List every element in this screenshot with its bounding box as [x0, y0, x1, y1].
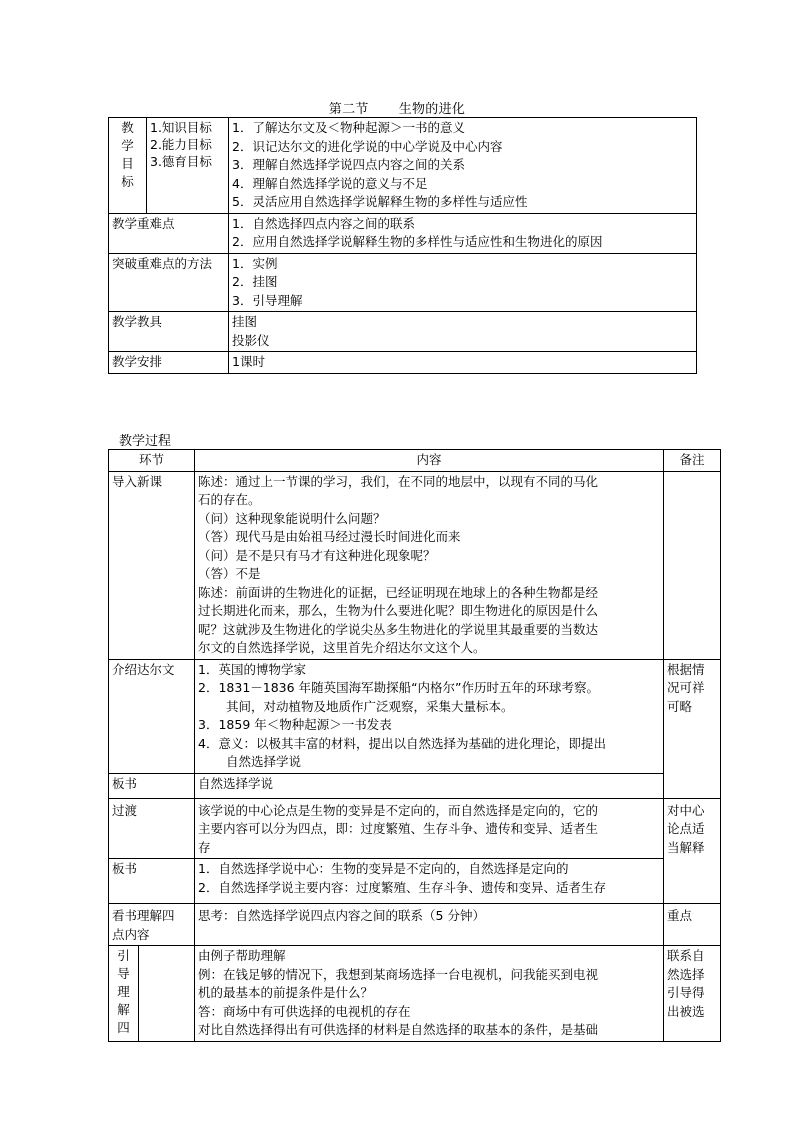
tools-row — [109, 312, 697, 352]
goal-label-cell — [109, 118, 147, 214]
note-line: 论点适 — [667, 821, 705, 836]
goals-row — [109, 118, 697, 214]
note-cell — [664, 798, 721, 904]
content-line: 3．1859 年＜物种起源＞一书发表 — [198, 717, 392, 732]
objectives-table — [108, 117, 697, 374]
method-item: 1．实例 — [232, 255, 278, 271]
process-row-transition — [109, 798, 721, 859]
step-char: 引 — [117, 948, 130, 963]
note-line: 引导得 — [667, 985, 705, 1000]
goal-label-char: 学 — [121, 138, 134, 153]
key-points-row — [109, 213, 697, 253]
process-table — [108, 449, 721, 1042]
content-line: 机的最基本的前提条件是什么？ — [198, 985, 374, 1000]
goal-item: 4．理解自然选择学说的意义与不足 — [232, 175, 428, 191]
step-cell: 板书 — [109, 859, 195, 904]
step-cell: 介绍达尔文 — [109, 659, 195, 773]
content-line: 过长期进化而来，那么，生物为什么要进化呢？即生物进化的原因是什么 — [198, 603, 599, 618]
methods-cell — [229, 253, 697, 312]
content-line: 1．自然选择学说中心：生物的变异是不定向的，自然选择是定向的 — [198, 861, 569, 876]
content-cell — [195, 859, 664, 904]
key-points-label: 教学重难点 — [109, 213, 229, 253]
content-line: 1．英国的博物学家 — [198, 661, 306, 677]
content-line: 尔文的自然选择学说，这里首先介绍达尔文这个人。 — [198, 640, 486, 655]
note-line: 对中心 — [667, 802, 705, 818]
step-cell — [109, 904, 195, 946]
methods-label — [109, 253, 229, 312]
content-line: 主要内容可以分为四点，即：过度繁殖、生存斗争、遗传和变异、适者生 — [198, 821, 599, 836]
goals-cell — [229, 118, 697, 214]
content-cell: 自然选择学说 — [195, 773, 664, 798]
process-row-board2 — [109, 859, 721, 904]
note-line: 可略 — [667, 698, 693, 714]
content-cell — [195, 659, 664, 773]
section-number: 第二节 — [328, 102, 369, 117]
tool-item: 挂图 — [232, 314, 258, 329]
note-cell: 重点 — [664, 904, 721, 946]
header-note: 备注 — [664, 450, 721, 472]
content-cell — [195, 471, 664, 659]
goal-type: 1.知识目标 — [150, 120, 212, 135]
process-row-guide — [109, 946, 721, 1042]
step-cell: 过渡 — [109, 798, 195, 859]
content-line: （问）这种现象能说明什么问题？ — [198, 510, 386, 526]
note-cell — [664, 659, 721, 798]
content-cell — [195, 946, 664, 1042]
page-title — [0, 98, 794, 117]
step-char: 解 — [117, 1002, 130, 1017]
content-line: 陈述：通过上一节课的学习，我们，在不同的地层中，以现有不同的马化 — [198, 473, 599, 489]
process-row-reading — [109, 904, 721, 946]
goal-item: 5．灵活应用自然选择学说解释生物的多样性与适应性 — [232, 194, 528, 209]
step-line: 点内容 — [112, 926, 150, 942]
note-line: 联系自 — [667, 948, 705, 963]
step-line: 看书理解四 — [112, 908, 175, 923]
key-point: 2．应用自然选择学说解释生物的多样性与适应性和生物进化的原因 — [232, 234, 603, 249]
content-line: （答）现代马是由始祖马经过漫长时间进化而来 — [198, 529, 461, 544]
content-line: 对比自然选择得出有可供选择的材料是自然选择的取基本的条件，是基础 — [198, 1022, 599, 1037]
content-line: 由例子帮助理解 — [198, 948, 286, 963]
tool-item: 投影仪 — [232, 332, 270, 348]
goal-item: 3．理解自然选择学说四点内容之间的关系 — [232, 157, 465, 172]
note-line: 然选择 — [667, 966, 705, 982]
content-line: 答：商场中有可供选择的电视机的存在 — [198, 1003, 411, 1019]
content-line: （问）是不是只有马才有这种进化现象呢？ — [198, 547, 436, 563]
step-cell: 导入新课 — [109, 471, 195, 659]
content-line: 例：在钱足够的情况下，我想到某商场选择一台电视机，问我能买到电视 — [198, 966, 599, 982]
methods-row — [109, 253, 697, 312]
method-item: 2．挂图 — [232, 274, 278, 289]
step-cell: 板书 — [109, 773, 195, 798]
content-line: 陈述：前面讲的生物进化的证据，已经证明现在地球上的各种生物都是经 — [198, 584, 599, 600]
note-line: 根据情 — [667, 661, 705, 677]
goal-label-char: 标 — [121, 174, 134, 189]
goal-item: 2．识记达尔文的进化学说的中心学说及中心内容 — [232, 138, 503, 154]
step-subcell — [139, 946, 195, 1042]
note-line: 况可祥 — [667, 680, 705, 695]
methods-label-text: 突破重难点的方法 — [112, 255, 213, 271]
process-header-row — [109, 450, 721, 472]
content-line: 存 — [198, 839, 211, 855]
process-row-intro — [109, 471, 721, 659]
header-content: 内容 — [195, 450, 664, 472]
process-row-darwin — [109, 659, 721, 773]
content-line: 4．意义：以极其丰富的材料，提出以自然选择为基础的进化理论，即提出 — [198, 735, 606, 751]
key-points-cell — [229, 213, 697, 253]
note-cell — [664, 946, 721, 1042]
content-line: 其间，对动植物及地质作广泛观察，采集大量标本。 — [226, 698, 514, 714]
goal-label-char: 教 — [121, 120, 134, 135]
step-cell — [109, 946, 139, 1042]
note-line: 当解释 — [667, 839, 705, 855]
note-cell — [664, 471, 721, 659]
content-cell: 思考：自然选择学说四点内容之间的联系（5 分钟） — [195, 904, 664, 946]
tools-cell — [229, 312, 697, 352]
goal-type: 3.德育目标 — [150, 154, 212, 169]
process-heading: 教学过程 — [119, 434, 172, 449]
goal-item: 1．了解达尔文及＜物种起源＞一书的意义 — [232, 120, 465, 135]
process-row-board1 — [109, 773, 721, 798]
key-point: 1．自然选择四点内容之间的联系 — [232, 215, 415, 231]
section-name: 生物的进化 — [398, 102, 466, 117]
content-line: 石的存在。 — [198, 492, 261, 507]
goal-types-cell — [147, 118, 229, 214]
content-line: 自然选择学说 — [226, 754, 302, 769]
step-char: 四 — [117, 1020, 130, 1035]
content-cell — [195, 798, 664, 859]
goal-type: 2.能力目标 — [150, 137, 212, 152]
note-line: 出被选 — [667, 1003, 705, 1019]
tools-label: 教学教具 — [109, 312, 229, 352]
schedule-label: 教学安排 — [109, 352, 229, 374]
step-char: 理 — [117, 984, 130, 999]
method-item: 3．引导理解 — [232, 292, 303, 308]
goal-label-char: 目 — [121, 156, 134, 171]
content-line: 2．自然选择学说主要内容：过度繁殖、生存斗争、遗传和变异、适者生存 — [198, 879, 606, 895]
step-char: 导 — [117, 966, 130, 981]
content-line: 2．1831－1836 年随英国海军勘探船“内格尔”作历时五年的环球考察。 — [198, 680, 600, 695]
content-line: 该学说的中心论点是生物的变异是不定向的，而自然选择是定向的，它的 — [198, 802, 599, 818]
content-line: 呢？这就涉及生物进化的学说尖丛多生物进化的学说里其最重要的当数达 — [198, 621, 599, 637]
content-line: （答）不是 — [198, 566, 261, 581]
schedule-row — [109, 352, 697, 374]
header-step: 环节 — [109, 450, 195, 472]
schedule-cell: 1课时 — [229, 352, 697, 374]
